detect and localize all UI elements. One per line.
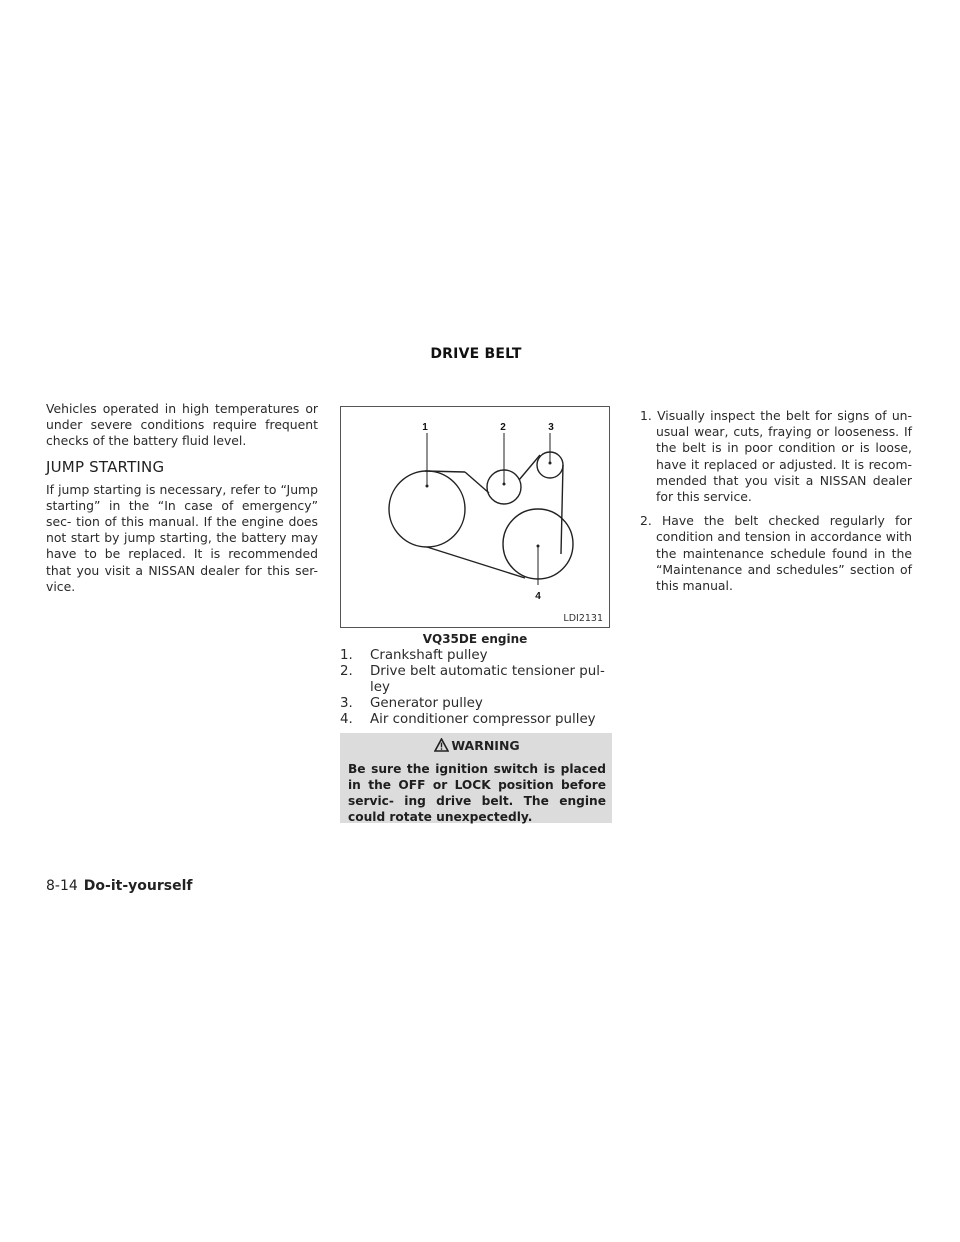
chapter-title: Do-it-yourself [83, 878, 193, 894]
right-column [640, 408, 912, 602]
label-2: 2 [500, 422, 506, 433]
left-column [46, 401, 318, 595]
belt-segment [561, 465, 563, 554]
warning-triangle-icon [434, 738, 449, 752]
belt-segment [425, 471, 465, 472]
legend-number: 3. [340, 696, 353, 711]
legend-item [340, 648, 612, 664]
legend-text: Air conditioner compressor pulley [370, 712, 596, 727]
label-1: 1 [422, 422, 428, 433]
jump-starting-paragraph: If jump starting is necessary, refer to “Jump starting” in the “In case of emergency” sec- tion of this manual. If the engine does not start by jump starting, the battery may have to be replaced. It is recommended that you visit a NISSAN dealer for this ser- vice. [46, 481, 318, 594]
battery-fluid-paragraph: Vehicles operated in high temperatures or under severe conditions require frequent checks of the battery fluid level. [46, 401, 318, 449]
legend-item [340, 696, 612, 712]
belt-routing-illustration [341, 407, 609, 627]
warning-title: WARNING [451, 738, 520, 753]
legend-number: 4. [340, 712, 353, 727]
warning-header [348, 737, 606, 755]
legend-number: 1. [340, 648, 353, 663]
legend-text: Crankshaft pulley [370, 648, 488, 663]
figure-code: LDI2131 [563, 613, 603, 624]
section-heading: DRIVE BELT [430, 346, 522, 362]
legend-text: Generator pulley [370, 696, 483, 711]
page-footer [46, 878, 192, 894]
legend-item [340, 712, 612, 728]
label-3: 3 [548, 422, 554, 433]
figure-caption: VQ35DE engine [422, 632, 528, 646]
legend-text: Drive belt automatic tensioner pul- ley [370, 664, 605, 695]
jump-starting-heading: JUMP STARTING [46, 457, 165, 476]
legend-number: 2. [340, 664, 353, 679]
belt-segment [465, 472, 489, 493]
warning-box [340, 733, 612, 823]
drive-belt-diagram [340, 406, 610, 628]
inspection-step: 2. Have the belt checked regularly for condition and tension in accordance with the maintenance schedule found in the “Maintenance and schedules” section of this manual. [640, 513, 912, 594]
label-4: 4 [535, 591, 541, 602]
legend-item [340, 664, 612, 696]
warning-text: Be sure the ignition switch is placed in the OFF or LOCK position before servic- ing drive belt. The engine could rotate unexpectedly. [348, 762, 606, 824]
page-number: 8-14 [46, 878, 78, 894]
inspection-step: 1. Visually inspect the belt for signs of un- usual wear, cuts, fraying or looseness. If the belt is in poor condition or is loose, have it replaced or adjusted. It is recom- mended that you visit a NISSAN dealer for this service. [640, 408, 912, 505]
pulley-legend [340, 648, 612, 728]
belt-segment [427, 547, 525, 578]
